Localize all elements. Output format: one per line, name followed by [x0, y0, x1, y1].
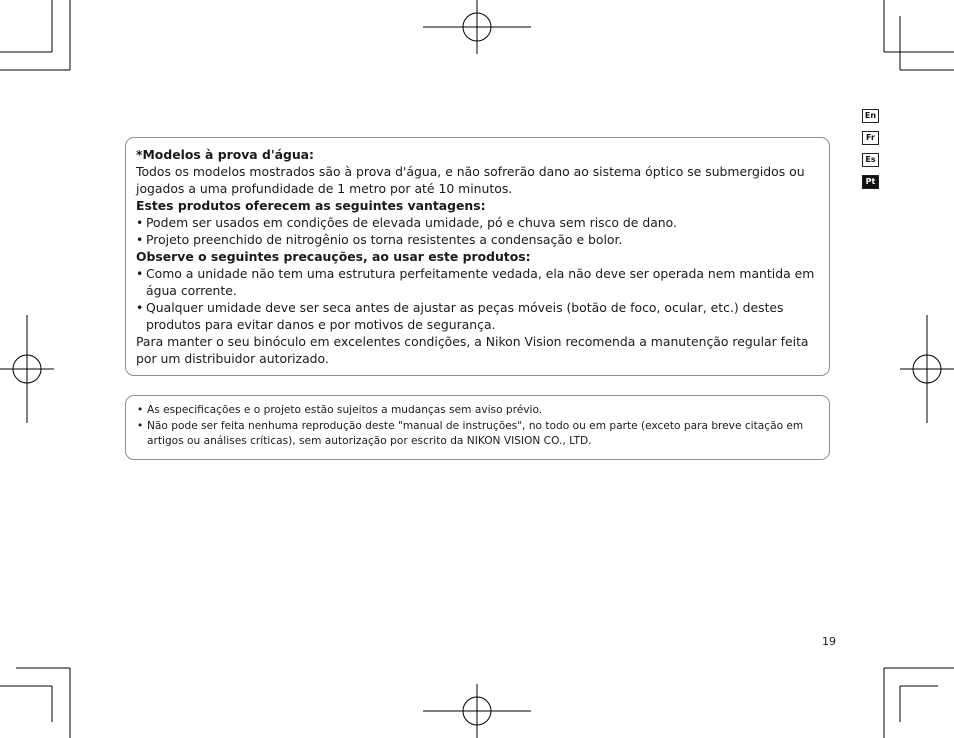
precaution-item: • Como a unidade não tem uma estrutura perfeitamente vedada, ela não deve ser operada nem mantida em água corrente. [136, 265, 820, 299]
lang-tab-fr: Fr [862, 131, 879, 145]
advantages-list [136, 214, 820, 248]
precautions-list [136, 265, 820, 333]
notes-list [137, 403, 820, 450]
note-item: • Não pode ser feita nenhuma reprodução deste "manual de instruções", no todo ou em parte (exceto para breve citação em artigos ou análises críticas), sem autorização por escrito da NIKON VISION CO., LTD. [137, 419, 820, 450]
advantages-heading: Estes produtos oferecem as seguintes vantagens: [136, 198, 486, 213]
lang-tab-es: Es [862, 153, 879, 167]
lang-tab-pt: Pt [862, 175, 879, 189]
note-item: • As especificações e o projeto estão sujeitos a mudanças sem aviso prévio. [137, 403, 820, 419]
maintenance-note: Para manter o seu binóculo em excelentes condições, a Nikon Vision recomenda a manutenção regular feita por um distribuidor autorizado. [136, 334, 809, 366]
advantage-item: • Projeto preenchido de nitrogênio os torna resistentes a condensação e bolor. [136, 231, 820, 248]
precautions-heading: Observe o seguintes precauções, ao usar este produtos: [136, 249, 531, 264]
waterproof-info-box [125, 137, 830, 376]
lang-tab-en: En [862, 109, 879, 123]
precaution-item: • Qualquer umidade deve ser seca antes de ajustar as peças móveis (botão de foco, ocular, etc.) destes produtos para evitar danos e por motivos de segurança. [136, 299, 820, 333]
advantage-item: • Podem ser usados em condições de elevada umidade, pó e chuva sem risco de dano. [136, 214, 820, 231]
waterproof-title: *Modelos à prova d'água: [136, 147, 314, 162]
language-tabs [862, 109, 879, 197]
waterproof-intro: Todos os modelos mostrados são à prova d'água, e não sofrerão dano ao sistema óptico se submergidos ou jogados a uma profundidade de 1 metro por até 10 minutos. [136, 164, 805, 196]
page-number: 19 [822, 635, 836, 648]
legal-notes-box [125, 395, 830, 460]
